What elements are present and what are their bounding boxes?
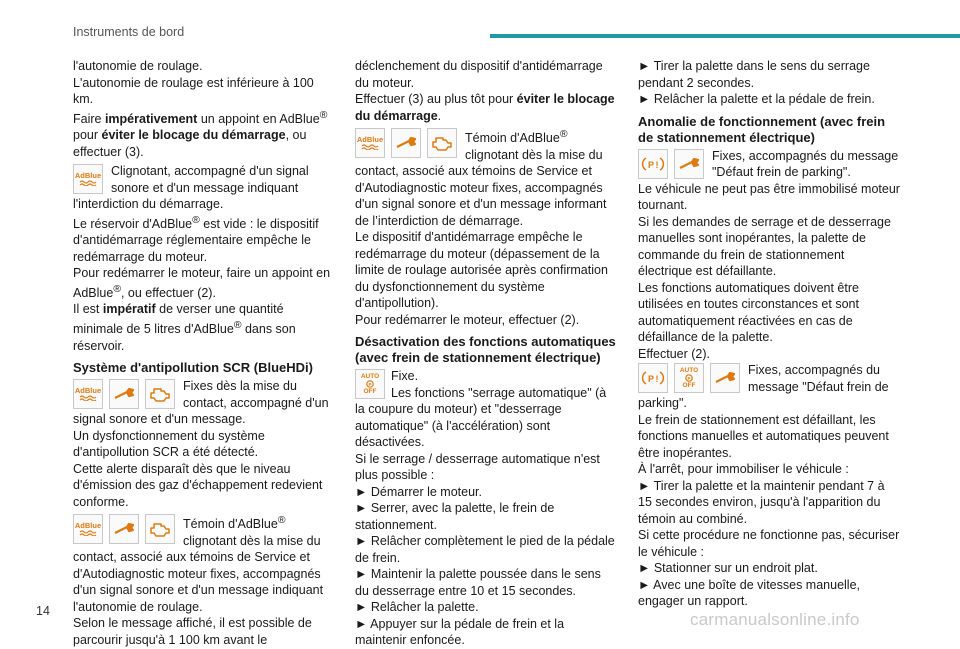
column-3 xyxy=(638,58,900,610)
paragraph: Les fonctions "serrage automatique" (à la coupure du moteur) et "desserrage automatique" (à l'accélération) sont désactivées. xyxy=(355,385,607,450)
paragraph: Pour redémarrer le moteur, faire un appoint en AdBlue®, ou effectuer (2). xyxy=(73,266,331,300)
section-heading: Anomalie de fonctionnement (avec frein de stationnement électrique) xyxy=(638,113,886,145)
paragraph: Fixe. xyxy=(391,369,419,384)
warning-block xyxy=(73,378,335,428)
auto-off-icon: AUTO P OFF xyxy=(674,363,704,393)
running-header: Instruments de bord xyxy=(73,25,185,39)
paragraph: Un dysfonctionnement du système d'antipollution SCR a été détecté. xyxy=(73,428,265,460)
svg-text:P: P xyxy=(368,381,372,387)
paragraph: Effectuer (3) au plus tôt pour éviter le blocage du démarrage. xyxy=(355,92,615,123)
step: ► Appuyer sur la pédale de frein et la maintenir enfoncée. xyxy=(355,616,565,648)
warning-block xyxy=(355,127,617,229)
page-number: 14 xyxy=(36,604,50,618)
adblue-icon: AdBlue xyxy=(73,514,103,544)
paragraph: Cette alerte disparaît dès que le niveau d'émission des gaz d'échappement redevient conforme. xyxy=(73,461,323,509)
paragraph: Fixes dès la mise du contact, accompagné d'un signal sonore et d'un message. xyxy=(73,379,329,427)
paragraph: Témoin d'AdBlue® clignotant dès la mise du contact, associé aux témoins de Service et d'Autodiagnostic moteur fixes, accompagnés d'un signal sonore et d'un message indiquant l'autonomie de roulage. xyxy=(73,515,324,614)
paragraph: Fixes, accompagnés du message "Défaut frein de parking". xyxy=(638,363,889,410)
adblue-icon: AdBlue xyxy=(73,379,103,409)
step: ► Relâcher complètement le pied de la pédale de frein. xyxy=(355,534,615,565)
service-wrench-icon xyxy=(391,128,421,158)
step: ► Stationner sur un endroit plat. xyxy=(638,561,818,575)
paragraph: Le réservoir d'AdBlue® est vide : le dispositif d'antidémarrage réglementaire empêche le redémarrage du moteur. xyxy=(73,214,319,264)
paragraph: déclenchement du dispositif d'antidémarrage du moteur. xyxy=(355,59,603,90)
section-heading: Système d'antipollution SCR (BlueHDi) xyxy=(73,360,313,376)
auto-off-icon: AUTO P OFF xyxy=(355,369,385,399)
warning-block xyxy=(638,148,900,181)
service-wrench-icon xyxy=(674,149,704,179)
watermark: carmanualsonline.info xyxy=(690,610,860,629)
paragraph: Si cette procédure ne fonctionne pas, sécuriser le véhicule : xyxy=(638,528,900,559)
svg-text:P: P xyxy=(647,159,655,170)
svg-text:!: ! xyxy=(655,374,659,384)
step: ► Démarrer le moteur. xyxy=(355,484,482,499)
header-accent-bar xyxy=(490,34,960,38)
service-wrench-icon xyxy=(109,379,139,409)
step: ► Serrer, avec la palette, le frein de stationnement. xyxy=(355,501,555,532)
step: ► Maintenir la palette poussée dans le sens du desserrage entre 10 et 15 secondes. xyxy=(355,567,601,598)
section-heading: Désactivation des fonctions automatiques (avec frein de stationnement électrique) xyxy=(355,334,616,366)
step: ► Tirer la palette et la maintenir pendant 7 à 15 secondes environ, jusqu'à l'apparition du témoin au combiné. xyxy=(638,478,885,526)
paragraph: Il est impératif de verser une quantité minimale de 5 litres d'AdBlue® dans son réservoir. xyxy=(73,302,296,353)
svg-text:P: P xyxy=(647,374,655,384)
warning-block xyxy=(73,163,335,213)
adblue-icon: AdBlue xyxy=(355,128,385,158)
warning-block xyxy=(355,368,617,451)
paragraph: Effectuer (2). xyxy=(638,346,711,361)
paragraph: Fixes, accompagnés du message "Défaut frein de parking". xyxy=(712,148,899,179)
paragraph: Les fonctions automatiques doivent être utilisées en toutes circonstances et sont automatiquement réactivées en cas de défaillance de la palette. xyxy=(638,280,859,344)
svg-text:P: P xyxy=(687,375,691,381)
engine-icon xyxy=(145,514,175,544)
paragraph: Pour redémarrer le moteur, effectuer (2). xyxy=(355,312,580,327)
service-wrench-icon xyxy=(710,363,740,393)
paragraph: À l'arrêt, pour immobiliser le véhicule : xyxy=(638,462,849,476)
step: ► Tirer la palette dans le sens du serrage pendant 2 secondes. xyxy=(638,59,870,90)
parking-brake-fault-icon xyxy=(638,363,668,393)
service-wrench-icon xyxy=(109,514,139,544)
step: ► Avec une boîte de vitesses manuelle, engager un rapport. xyxy=(638,577,860,608)
paragraph: Si les demandes de serrage et de desserrage manuelles sont inopérantes, la palette de commande du frein de stationnement électrique est défaillante. xyxy=(638,214,891,278)
engine-icon xyxy=(145,379,175,409)
paragraph: l'autonomie de roulage. L'autonomie de roulage est inférieure à 100 km. Faire impérativement un appoint en AdBlue® pour éviter le blocage du démarrage, ou effectuer (3). xyxy=(73,59,328,159)
warning-block xyxy=(73,513,335,615)
step: ► Relâcher la palette. xyxy=(355,600,479,615)
paragraph: Si le serrage / desserrage automatique n'est plus possible : xyxy=(355,451,600,483)
warning-block xyxy=(638,362,900,412)
column-2 xyxy=(355,58,617,649)
parking-brake-fault-icon xyxy=(638,149,668,179)
paragraph: Selon le message affiché, il est possible de parcourir jusqu'à 1 100 km avant le xyxy=(73,616,312,647)
column-1 xyxy=(73,58,335,648)
svg-text:!: ! xyxy=(655,159,659,170)
paragraph: Le dispositif d'antidémarrage empêche le redémarrage du moteur (dépassement de la limite de roulage autorisée après confirmation du dysfonctionnement du système d'antipollution). xyxy=(355,230,608,311)
engine-icon xyxy=(427,128,457,158)
paragraph: Témoin d'AdBlue® clignotant dès la mise du contact, associé aux témoins de Service et d'Autodiagnostic moteur fixes, accompagnés d'un signal sonore et d'un message informant de l’interdiction de démarrage. xyxy=(355,129,607,228)
paragraph: Le véhicule ne peut pas être immobilisé moteur tournant. xyxy=(638,181,900,212)
paragraph: Clignotant, accompagné d'un signal sonore et d'un message indiquant l'interdiction du démarrage. xyxy=(73,164,309,212)
adblue-icon: AdBlue xyxy=(73,164,103,194)
step: ► Relâcher la palette et la pédale de frein. xyxy=(638,92,875,106)
paragraph: Le frein de stationnement est défaillant, les fonctions manuelles et automatiques peuvent être inopérantes. xyxy=(638,412,889,460)
